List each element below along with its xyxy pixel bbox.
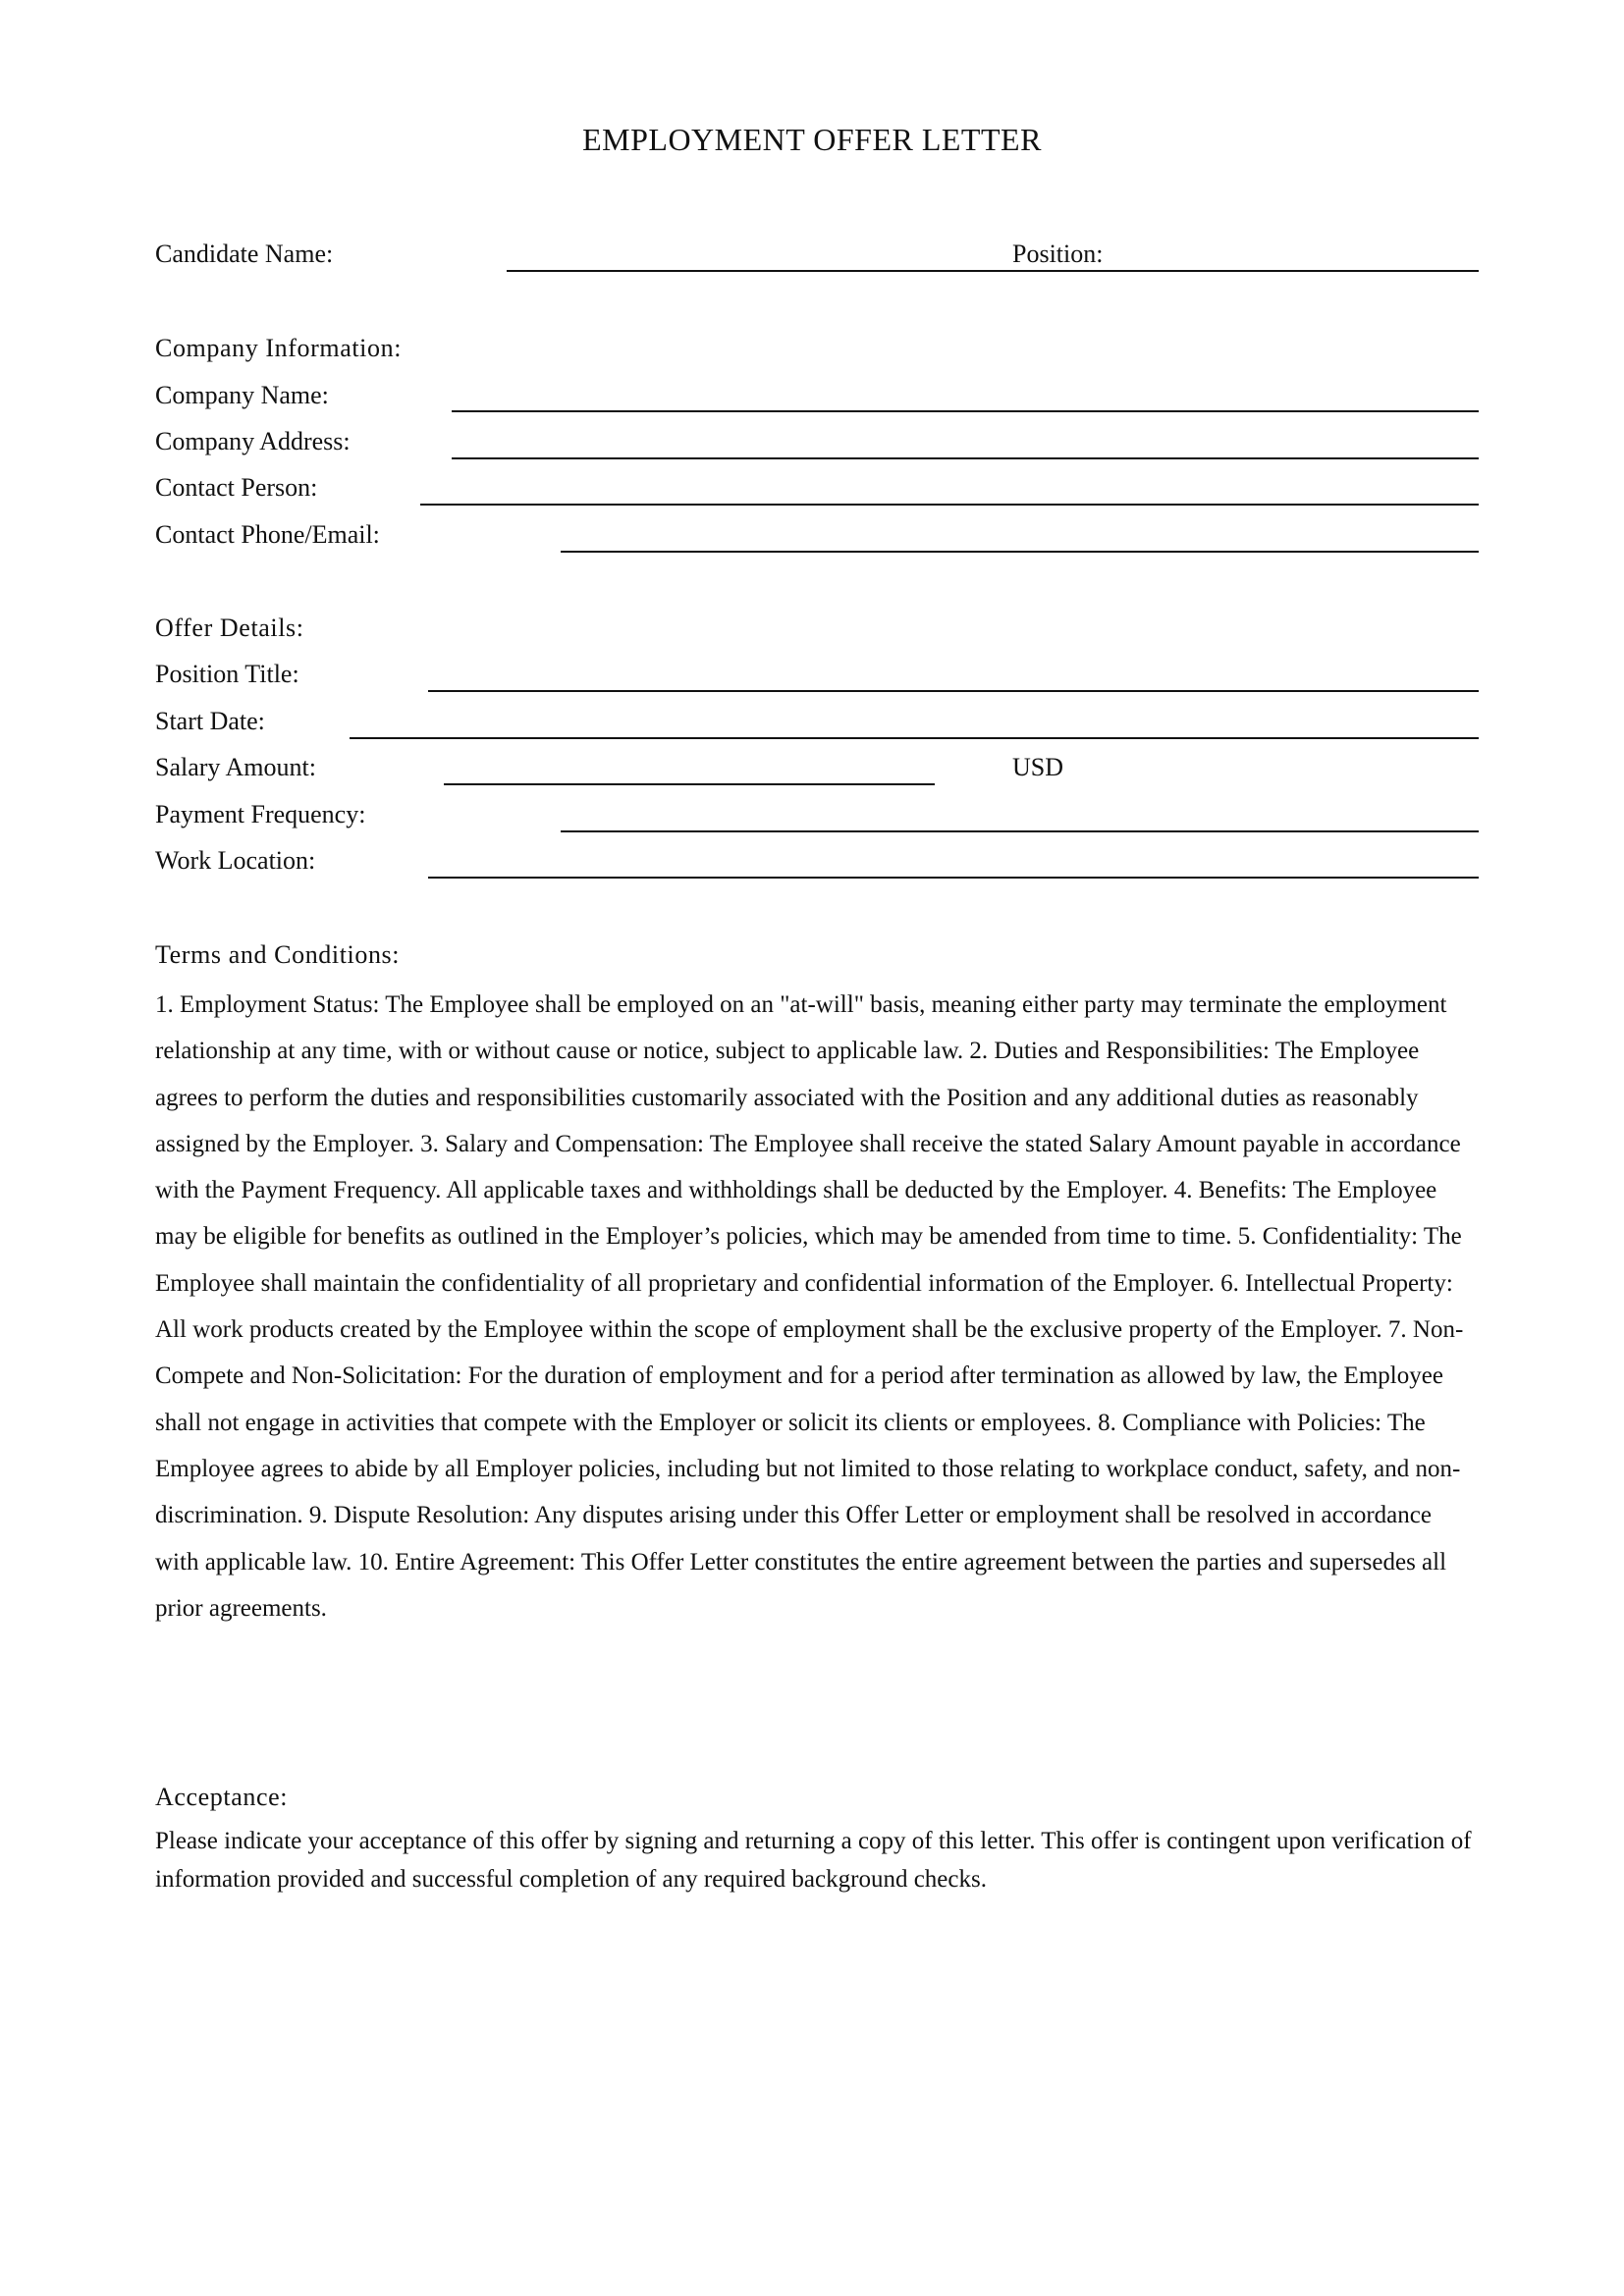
contact-person-label: Contact Person: <box>155 473 318 502</box>
contact-person-field[interactable] <box>420 504 1479 506</box>
terms-text: 1. Employment Status: The Employee shall be employed on an "at-will" basis, meaning either party may terminate the employment relationship at any time, with or without cause or notice, subject to applicable law. 2. Duties and Responsibilities: The Employee agrees to perform the duties and responsibilities customarily associated with the Position and any additional duties as reasonably assigned by the Employer. 3. Salary and Compensation: The Employee shall receive the stated Salary Amount payable in accordance with the Payment Frequency. All applicable taxes and withholdings shall be deducted by the Employer. 4. Benefits: The Employee may be eligible for benefits as outlined in the Employer’s policies, which may be amended from time to time. 5. Confidentiality: The Employee shall maintain the confidentiality of all proprietary and confidential information of the Employer. 6. Intellectual Property: All work products created by the Employee within the scope of employment shall be the exclusive property of the Employer. 7. Non-Compete and Non-Solicitation: For the duration of employment and for a period after termination as allowed by law, the Employee shall not engage in activities that compete with the Employer or solicit its clients or employees. 8. Compliance with Policies: The Employee agrees to abide by all Employer policies, including but not limited to those relating to workplace conduct, safety, and non-discrimination. 9. Dispute Resolution: Any disputes arising under this Offer Letter or employment shall be resolved in accordance with applicable law. 10. Entire Agreement: This Offer Letter constitutes the entire agreement between the parties and supersedes all prior agreements. <box>155 991 1464 1622</box>
work-location-field[interactable] <box>428 877 1479 879</box>
candidate-name-field[interactable] <box>507 270 1479 272</box>
company-address-label: Company Address: <box>155 427 351 455</box>
company-address-field[interactable] <box>452 457 1479 459</box>
company-name-label: Company Name: <box>155 381 329 409</box>
payment-frequency-label: Payment Frequency: <box>155 800 366 828</box>
start-date-field[interactable] <box>350 737 1479 739</box>
payment-frequency-field[interactable] <box>561 830 1479 832</box>
acceptance-text: Please indicate your acceptance of this offer by signing and returning a copy of this letter. This offer is contingent upon verification of information provided and successful completion of any required background checks. <box>155 1828 1472 1893</box>
start-date-label: Start Date: <box>155 707 265 735</box>
company-info-heading: Company Information: <box>155 334 403 362</box>
salary-amount-label: Salary Amount: <box>155 753 316 781</box>
terms-heading: Terms and Conditions: <box>155 940 401 969</box>
position-label: Position: <box>1012 240 1104 268</box>
salary-currency: USD <box>1012 753 1064 781</box>
company-name-field[interactable] <box>452 410 1479 412</box>
position-title-field[interactable] <box>428 690 1479 692</box>
work-location-label: Work Location: <box>155 846 316 875</box>
contact-phone-email-label: Contact Phone/Email: <box>155 520 380 549</box>
offer-details-heading: Offer Details: <box>155 614 304 642</box>
page-title: EMPLOYMENT OFFER LETTER <box>582 122 1042 157</box>
contact-phone-email-field[interactable] <box>561 551 1479 553</box>
position-title-label: Position Title: <box>155 660 299 688</box>
salary-amount-field[interactable] <box>444 783 935 785</box>
candidate-name-label: Candidate Name: <box>155 240 334 268</box>
acceptance-heading: Acceptance: <box>155 1783 289 1811</box>
